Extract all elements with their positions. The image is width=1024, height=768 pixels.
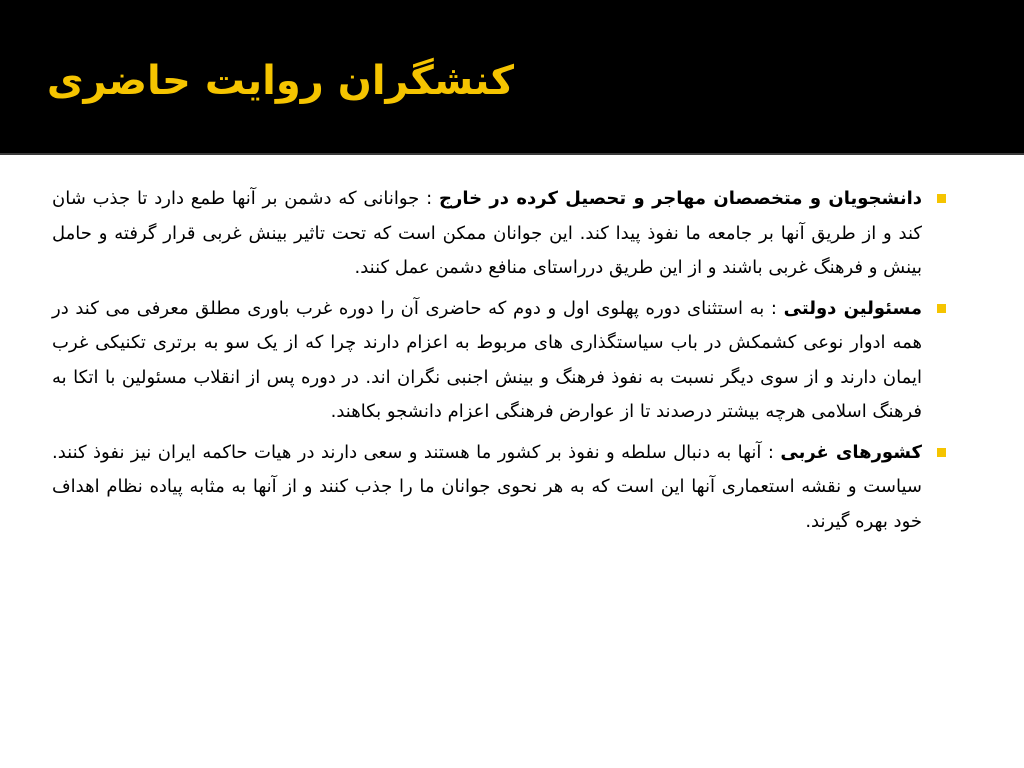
slide-body [52, 182, 952, 545]
bullet-text: : جوانانی که دشمن بر آنها طمع دارد تا جذب شان کند و از طریق آنها بر جامعه ما نفوذ پیدا کند. این جوانان ممکن است که تحت تاثیر بینش غربی قرار گرفته و حامل بینش و فرهنگ غربی باشند و از این طریق درراستای منافع دشمن عمل کنند. [52, 188, 922, 278]
title-bar [0, 0, 1024, 155]
title-divider [0, 153, 1024, 155]
square-bullet-icon [937, 194, 946, 203]
bullet-lead: کشورهای غربی [780, 441, 923, 463]
bullet-item-western-countries [52, 436, 952, 540]
bullet-item-students [52, 182, 952, 286]
bullet-text: : به استثنای دوره پهلوی اول و دوم که حاضری آن را دوره غرب باوری مطلق معرفی می کند در همه ادوار نوعی کشمکش در باب سیاستگذاری های مربوط به اعزام دارند چرا که از یک سو به برتری تکنیکی غرب ایمان دارند و از سوی دیگر نسبت به نفوذ فرهنگ و بینش اجنبی نگران اند. در دوره پس از انقلاب مسئولین با اتکا به فرهنگ اسلامی هرچه بیشتر درصدند تا از عوارض فرهنگی اعزام دانشجو بکاهند. [52, 297, 922, 422]
bullet-item-officials [52, 292, 952, 430]
bullet-list [52, 182, 952, 539]
slide-title: کنشگران روایت حاضری [46, 58, 514, 104]
bullet-lead: مسئولین دولتی [783, 297, 922, 319]
square-bullet-icon [937, 448, 946, 457]
bullet-lead: دانشجویان و متخصصان مهاجر و تحصیل کرده در خارج [439, 188, 922, 209]
bullet-text: : آنها به دنبال سلطه و نفوذ بر کشور ما هستند و سعی دارند در هیات حاکمه ایران نیز نفوذ کنند. سیاست و نقشه استعماری آنها این است که به هر نحوی جوانان ما را جذب کنند و از آنها به مثابه پیاده نظام اهداف خود بهره گیرند. [52, 441, 922, 532]
square-bullet-icon [937, 304, 946, 313]
